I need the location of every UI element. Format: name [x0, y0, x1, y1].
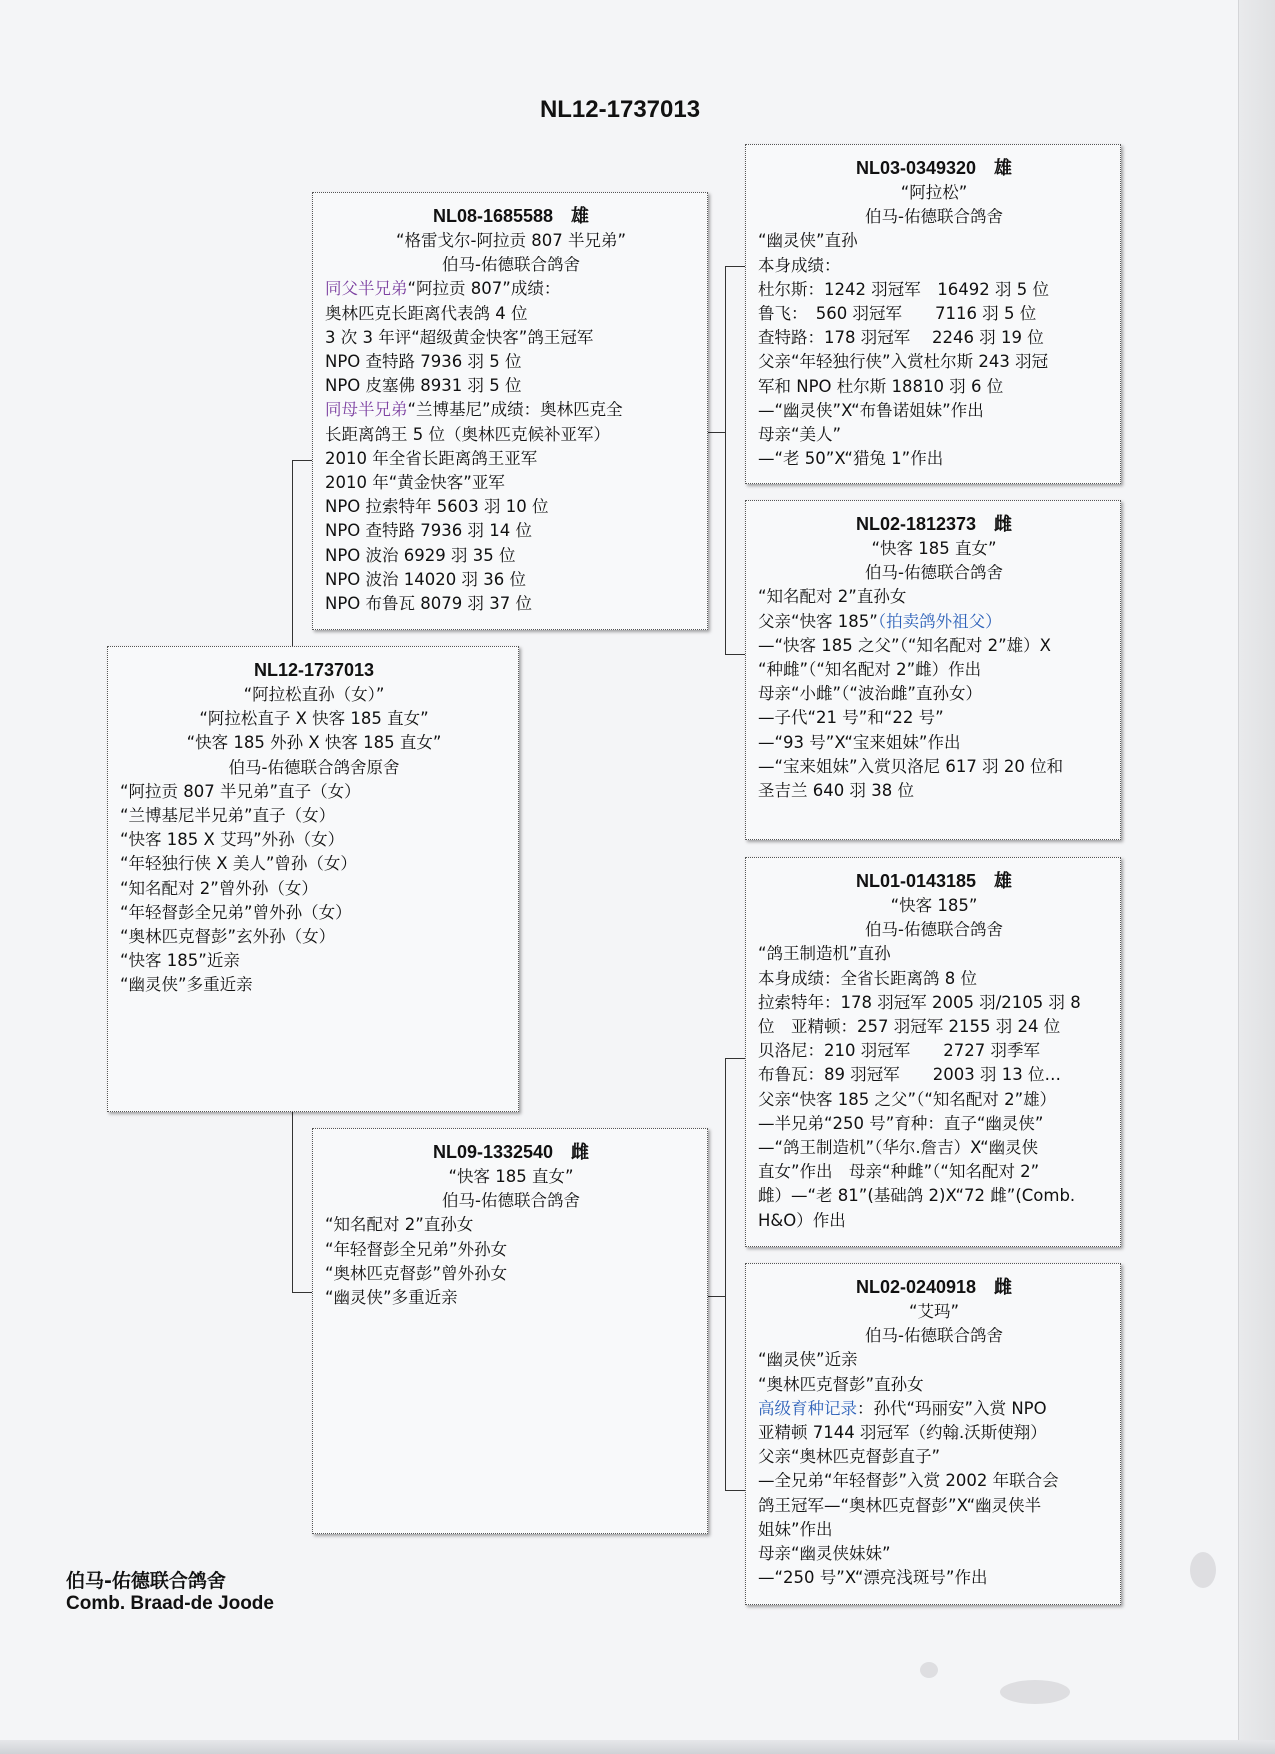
pedigree-line	[325, 350, 697, 374]
pedigree-line	[120, 973, 508, 997]
pedigree-line	[758, 658, 1110, 682]
connector-sire-box	[708, 432, 725, 433]
subject-card	[107, 646, 519, 1112]
pedigree-line	[325, 592, 697, 616]
ring-number: NL08-1685588 雄	[432, 206, 590, 226]
pedigree-line-text: 长距离鸽王 5 位（奥林匹克候补亚军）	[325, 424, 610, 444]
pedigree-line	[758, 326, 1110, 350]
ring-number: NL02-0240918 雌	[855, 1277, 1013, 1297]
pedigree-line-text: “种雌”（“知名配对 2”雌）作出	[758, 660, 982, 680]
pedigree-line-text: NPO 布鲁瓦 8079 羽 37 位	[325, 594, 532, 614]
pedigree-line	[758, 399, 1110, 423]
pedigree-line-text: 本身成绩：全省长距离鸽 8 位	[758, 968, 977, 988]
pedigree-line	[758, 967, 1110, 991]
pedigree-line	[325, 253, 697, 277]
pedigree-line-text: 母亲“美人”	[758, 425, 842, 445]
pedigree-line-text: 母亲“小雌”（“波治雌”直孙女）	[758, 684, 982, 704]
page-edge	[1238, 0, 1275, 1754]
pedigree-line	[758, 1136, 1110, 1160]
pedigree-line	[758, 991, 1110, 1015]
pedigree-line	[120, 707, 508, 731]
pedigree-line-text: —半兄弟“250 号”育种：直子“幽灵侠”	[758, 1113, 1044, 1133]
connector-sire-sd	[725, 654, 745, 655]
pedigree-line-text: NPO 皮塞佛 8931 羽 5 位	[325, 376, 522, 396]
pedigree-line-text: —“250 号”X“漂亮浅斑号”作出	[758, 1568, 988, 1588]
pedigree-line-text: “奥林匹克督彭”曾外孙女	[325, 1263, 508, 1283]
pedigree-line-text: —“93 号”X“宝来姐妹”作出	[758, 732, 961, 752]
pedigree-line	[120, 683, 508, 707]
pedigree-line	[758, 1160, 1110, 1184]
pedigree-line-text: “年轻督彭全兄弟”曾外孙（女）	[120, 902, 352, 922]
pedigree-line-text: 2010 年全省长距离鸽王亚军	[325, 448, 538, 468]
footer-loft-name-cn: 伯马-佑德联合鸽舍	[66, 1570, 226, 1592]
pedigree-line-text: “兰博基尼”成绩：奥林匹克全	[407, 400, 623, 420]
pedigree-line	[758, 1445, 1110, 1469]
pedigree-line-text: “兰博基尼半兄弟”直子（女）	[120, 806, 336, 826]
pedigree-line-text: 布鲁瓦：89 羽冠军 2003 羽 13 位…	[758, 1065, 1061, 1085]
pedigree-line	[325, 519, 697, 543]
pedigree-line	[325, 302, 697, 326]
pedigree-line-text: “快客 185 直女”	[448, 1167, 574, 1186]
pedigree-line-text: 查特路：178 羽冠军 2246 羽 19 位	[758, 328, 1044, 348]
pedigree-line	[325, 277, 697, 301]
pedigree-line	[325, 229, 697, 253]
connector-dam-ds	[725, 1058, 745, 1059]
pedigree-line	[325, 374, 697, 398]
pedigree-line	[120, 828, 508, 852]
pedigree-line-text: “幽灵侠”近亲	[758, 1350, 858, 1370]
connector-subject-sire	[292, 460, 312, 461]
pedigree-line-text: 伯马-佑德联合鸽舍	[865, 207, 1003, 227]
pedigree-line	[758, 1421, 1110, 1445]
pedigree-line-text: NPO 查特路 7936 羽 14 位	[325, 521, 532, 541]
pedigree-line-text: NPO 拉索特年 5603 羽 10 位	[325, 497, 549, 517]
pedigree-line-text: “阿拉贡 807 半兄弟”直子（女）	[120, 781, 361, 801]
pedigree-line	[758, 894, 1110, 918]
pedigree-line-text: “快客 185 直女”	[871, 539, 997, 558]
pedigree-line	[325, 544, 697, 568]
pedigree-line-text: “格雷戈尔-阿拉贡 807 半兄弟”	[395, 231, 627, 250]
highlight-label: 高级育种记录	[758, 1398, 857, 1418]
footer-loft-name-en: Comb. Braad-de Joode	[66, 1593, 274, 1614]
connector-dam-dd	[725, 1490, 745, 1491]
connector-dam-vertical	[725, 1058, 726, 1490]
pedigree-line-text: —子代“21 号”和“22 号”	[758, 708, 944, 728]
pedigree-line-text: “快客 185”	[890, 896, 978, 915]
pedigree-line	[325, 1165, 697, 1189]
pedigree-line-text: 母亲“幽灵侠妹妹”	[758, 1544, 891, 1564]
pedigree-line-text: “快客 185 X 艾玛”外孙（女）	[120, 830, 345, 850]
pedigree-line	[120, 804, 508, 828]
pedigree-line	[758, 1063, 1110, 1087]
pedigree-line	[758, 1112, 1110, 1136]
pedigree-line	[325, 423, 697, 447]
pedigree-line-text: NPO 波治 6929 羽 35 位	[325, 545, 516, 565]
pedigree-line-text: H&O）作出	[758, 1210, 846, 1230]
pedigree-line-text: “奥林匹克督彭”玄外孙（女）	[120, 927, 336, 947]
pedigree-line-text: —“老 50”X“猎兔 1”作出	[758, 449, 944, 469]
pedigree-line-text: —全兄弟“年轻督彭”入赏 2002 年联合会	[758, 1471, 1059, 1491]
pedigree-line	[325, 471, 697, 495]
pedigree-line-text: 伯马-佑德联合鸽舍	[865, 920, 1003, 940]
pedigree-line-text: ：孙代“玛丽安”入赏 NPO	[857, 1398, 1047, 1418]
pedigree-line	[758, 181, 1110, 205]
pedigree-line-text: “知名配对 2”直孙女	[758, 587, 907, 607]
scan-smudge	[1190, 1552, 1216, 1588]
pedigree-line-text: 2010 年“黄金快客”亚军	[325, 473, 505, 493]
pedigree-line-text: 本身成绩：	[758, 255, 841, 275]
pedigree-line-text: 父亲“年轻独行侠”入赏杜尔斯 243 羽冠	[758, 352, 1049, 372]
pedigree-line	[758, 205, 1110, 229]
pedigree-line-text: “幽灵侠”多重近亲	[120, 975, 253, 995]
pedigree-line	[325, 1262, 697, 1286]
pedigree-line	[758, 706, 1110, 730]
scan-smudge	[920, 1662, 938, 1678]
pedigree-line-text: 位 亚精顿：257 羽冠军 2155 羽 24 位	[758, 1017, 1061, 1037]
pedigree-line	[758, 1184, 1110, 1208]
pedigree-line-text: 伯马-佑德联合鸽舍原舍	[228, 757, 400, 777]
pedigree-line-text: 伯马-佑德联合鸽舍	[442, 255, 580, 275]
pedigree-line	[758, 1542, 1110, 1566]
pedigree-line	[120, 901, 508, 925]
pedigree-line	[758, 755, 1110, 779]
pedigree-line	[758, 1518, 1110, 1542]
pedigree-line	[325, 398, 697, 422]
pedigree-line-text: 雌）—“老 81”(基础鸽 2)X“72 雌”(Comb.	[758, 1186, 1076, 1206]
pedigree-line-text: “快客 185”近亲	[120, 951, 240, 971]
pedigree-line	[758, 1088, 1110, 1112]
pedigree-line	[758, 302, 1110, 326]
pedigree-line-text: 军和 NPO 杜尔斯 18810 羽 6 位	[758, 376, 1004, 396]
pedigree-line	[120, 877, 508, 901]
pedigree-line	[758, 1039, 1110, 1063]
pedigree-line-text: 直女”作出 母亲“种雌”（“知名配对 2”	[758, 1162, 1040, 1182]
pedigree-line	[120, 949, 508, 973]
pedigree-line	[758, 942, 1110, 966]
pedigree-line-text: “鸽王制造机”直孙	[758, 944, 891, 964]
ring-number: NL09-1332540 雌	[432, 1142, 590, 1162]
pedigree-line	[758, 537, 1110, 561]
pedigree-line	[758, 1373, 1110, 1397]
pedigree-line-text: 亚精顿 7144 羽冠军（约翰.沃斯使翔）	[758, 1423, 1047, 1443]
pedigree-line-text: 姐妹”作出	[758, 1519, 833, 1539]
pedigree-line	[758, 254, 1110, 278]
ring-number: NL12-1737013	[253, 660, 375, 680]
pedigree-line-text: 伯马-佑德联合鸽舍	[865, 563, 1003, 583]
pedigree-line-text: “幽灵侠”直孙	[758, 231, 858, 251]
pedigree-line-text: “年轻独行侠 X 美人”曾孙（女）	[120, 854, 357, 874]
pedigree-line-text: 鸽王冠军—“奥林匹克督彭”X“幽灵侠半	[758, 1495, 1042, 1515]
pedigree-line	[758, 561, 1110, 585]
pedigree-line	[120, 756, 508, 780]
dam-card	[312, 1128, 708, 1534]
pedigree-line-text: 拉索特年：178 羽冠军 2005 羽/2105 羽 8	[758, 992, 1081, 1012]
pedigree-line	[325, 1286, 697, 1310]
pedigree-line-text: —“幽灵侠”X“布鲁诺姐妹”作出	[758, 400, 984, 420]
pedigree-line	[325, 326, 697, 350]
pedigree-line	[758, 278, 1110, 302]
pedigree-line-text: —“快客 185 之父”（“知名配对 2”雄）X	[758, 635, 1051, 655]
pedigree-line-text: “阿拉松直孙（女）”	[243, 685, 385, 704]
pedigree-line	[758, 634, 1110, 658]
highlight-label: （拍卖鸽外祖父）	[877, 611, 1002, 631]
pedigree-line-text: 杜尔斯：1242 羽冠军 16492 羽 5 位	[758, 279, 1049, 299]
ring-number: NL02-1812373 雌	[855, 514, 1013, 534]
pedigree-line	[758, 1300, 1110, 1324]
sire-sire-card	[745, 144, 1121, 484]
pedigree-line	[120, 731, 508, 755]
pedigree-line-text: 鲁飞： 560 羽冠军 7116 羽 5 位	[758, 304, 1037, 324]
pedigree-line-text: 圣吉兰 640 羽 38 位	[758, 781, 914, 801]
pedigree-line	[325, 447, 697, 471]
pedigree-line-text: “阿拉松”	[900, 183, 968, 202]
pedigree-line-text: NPO 波治 14020 羽 36 位	[325, 569, 526, 589]
pedigree-line	[758, 447, 1110, 471]
pedigree-line	[758, 1348, 1110, 1372]
pedigree-line-text: NPO 查特路 7936 羽 5 位	[325, 352, 522, 372]
pedigree-line	[325, 568, 697, 592]
pedigree-line-text: “知名配对 2”直孙女	[325, 1215, 474, 1235]
sire-dam-card	[745, 500, 1121, 840]
pedigree-line	[758, 1209, 1110, 1233]
pedigree-line	[758, 1494, 1110, 1518]
pedigree-line	[325, 1238, 697, 1262]
pedigree-line-text: 父亲“快客 185”	[758, 611, 878, 631]
pedigree-line	[758, 1015, 1110, 1039]
document-title: NL12-1737013	[539, 96, 701, 123]
pedigree-line-text: 父亲“奥林匹克督彭直子”	[758, 1447, 941, 1467]
pedigree-line	[758, 229, 1110, 253]
pedigree-line	[325, 1189, 697, 1213]
pedigree-line-text: “奥林匹克督彭”直孙女	[758, 1374, 924, 1394]
connector-sire-vertical	[725, 266, 726, 654]
pedigree-line-text: “阿拉贡 807”成绩：	[407, 279, 561, 299]
pedigree-line-text: “快客 185 外孙 X 快客 185 直女”	[186, 733, 442, 753]
connector-subject-dam	[292, 1292, 312, 1293]
sire-card	[312, 192, 708, 630]
pedigree-line-text: “艾玛”	[908, 1302, 960, 1321]
pedigree-line	[120, 852, 508, 876]
pedigree-line	[120, 925, 508, 949]
pedigree-line	[120, 780, 508, 804]
scan-smudge	[1000, 1680, 1070, 1704]
ring-number: NL01-0143185 雄	[855, 871, 1013, 891]
pedigree-line-text: 贝洛尼：210 羽冠军 2727 羽季军	[758, 1041, 1040, 1061]
pedigree-line-text: 3 次 3 年评“超级黄金快客”鸽王冠军	[325, 327, 594, 347]
pedigree-line	[325, 495, 697, 519]
pedigree-line	[758, 585, 1110, 609]
pedigree-line-text: “年轻督彭全兄弟”外孙女	[325, 1239, 508, 1259]
pedigree-line-text: “知名配对 2”曾外孙（女）	[120, 878, 318, 898]
pedigree-line-text: 伯马-佑德联合鸽舍	[442, 1191, 580, 1211]
pedigree-line	[758, 423, 1110, 447]
highlight-label: 同父半兄弟	[325, 279, 408, 299]
pedigree-line-text: 伯马-佑德联合鸽舍	[865, 1326, 1003, 1346]
pedigree-line	[758, 731, 1110, 755]
pedigree-line	[758, 610, 1110, 634]
pedigree-line-text: —“鸽王制造机”（华尔.詹吉）X“幽灵侠	[758, 1138, 1039, 1158]
pedigree-line-text: “阿拉松直子 X 快客 185 直女”	[199, 709, 429, 729]
pedigree-line-text: “幽灵侠”多重近亲	[325, 1288, 458, 1308]
pedigree-line	[758, 1566, 1110, 1590]
connector-sire-ss	[725, 266, 745, 267]
pedigree-line	[758, 1469, 1110, 1493]
pedigree-line	[325, 1213, 697, 1237]
pedigree-line-text: 奥林匹克长距离代表鸽 4 位	[325, 303, 528, 323]
connector-dam-box	[708, 1296, 725, 1297]
pedigree-line	[758, 350, 1110, 374]
page-bottom-edge	[0, 1740, 1275, 1754]
pedigree-line	[758, 918, 1110, 942]
pedigree-line	[758, 682, 1110, 706]
pedigree-line	[758, 1397, 1110, 1421]
pedigree-line	[758, 1324, 1110, 1348]
pedigree-line	[758, 375, 1110, 399]
highlight-label: 同母半兄弟	[325, 400, 408, 420]
ring-number: NL03-0349320 雄	[855, 158, 1013, 178]
dam-sire-card	[745, 857, 1121, 1247]
pedigree-line	[758, 779, 1110, 803]
pedigree-line-text: 父亲“快客 185 之父”（“知名配对 2”雄）	[758, 1089, 1057, 1109]
pedigree-line-text: —“宝来姐妹”入赏贝洛尼 617 羽 20 位和	[758, 756, 1064, 776]
dam-dam-card	[745, 1263, 1121, 1605]
